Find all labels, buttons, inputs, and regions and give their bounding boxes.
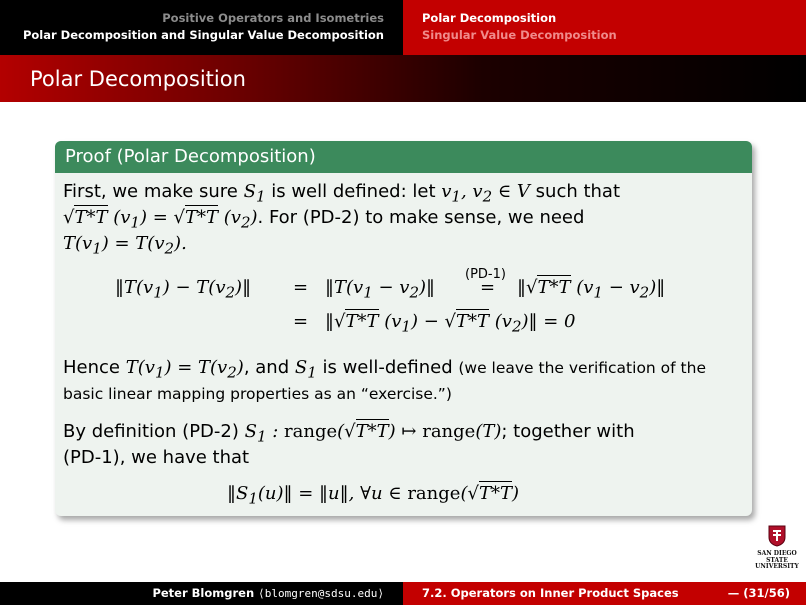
equation-line-2: ‖√T*T $(v_1) - √T*T$ $(v_2)‖ = 0$: [325, 311, 576, 336]
text-fragment: (PD-1), we have that: [63, 447, 250, 468]
logo-line2: UNIVERSITY: [755, 563, 799, 570]
text-fragment: Hence: [63, 357, 120, 378]
math-tv1-equals-tv2-2: $T(v_1) = T(v_2)$: [125, 357, 244, 382]
math-sqrt-equality: √T*T $(v_1) = √T*T$ $(v_2)$: [63, 207, 258, 232]
sdsu-logo: [752, 525, 802, 570]
math-s1: $S_1$: [243, 181, 266, 206]
text-fragment: is well defined: let: [271, 181, 436, 202]
proof-paragraph-1-line3: [63, 233, 187, 258]
equation-line-1-final: ‖√T*T ($v_1$ − $v_2)‖$: [517, 277, 666, 302]
footer-left: [0, 582, 403, 605]
proof-block-title: Proof (Polar Decomposition): [55, 141, 752, 173]
author-email[interactable]: ⟨blomgren@sdsu.edu⟩: [258, 587, 384, 600]
proof-paragraph-hence: [63, 357, 706, 382]
page-title: Polar Decomposition: [30, 67, 246, 91]
text-fragment: (we leave the verification of the: [458, 359, 706, 377]
text-fragment: First, we make sure: [63, 181, 238, 202]
footer-page-number: — (31/56): [727, 586, 790, 600]
math-v1-v2-in-V: $v_1$, $v_2$ ∈ V: [441, 181, 530, 206]
equation-equals-2: =: [293, 311, 309, 332]
text-fragment: ; together with: [501, 421, 635, 442]
proof-paragraph-hence-line2: [63, 385, 452, 403]
proof-paragraph-1-line2: [63, 207, 584, 232]
text-fragment: . For (PD-2) to make sense, we need: [257, 207, 585, 228]
equation-final: $‖S_1(u)‖$ = ‖u‖, ∀u ∈ range(√T*T): [227, 483, 519, 508]
author-name: Peter Blomgren: [152, 586, 255, 600]
proof-paragraph-1: [63, 181, 620, 206]
proof-block: [55, 141, 752, 516]
logo-line1: SAN DIEGO STATE: [757, 550, 797, 564]
footer-author: [152, 586, 384, 600]
frame-title-bar: [0, 55, 806, 102]
top-navigation-bar: [0, 0, 806, 55]
text-fragment: is well-defined: [322, 357, 453, 378]
math-tv1-equals-tv2: $T(v_1) = T(v_2)$.: [63, 233, 187, 258]
equation-equals-pd1: =: [480, 277, 496, 298]
text-fragment: basic linear mapping properties as an “exercise.”): [63, 385, 452, 403]
nav-link-polar-decomposition[interactable]: Polar Decomposition: [422, 11, 557, 25]
proof-paragraph-bydef-line2: [63, 447, 249, 468]
equation-equals-1: =: [293, 277, 309, 298]
footer-bar: [0, 582, 806, 605]
math-s1-mapping: $S_1$ : range(√T*T) ↦ range(T): [244, 421, 502, 446]
math-s1: $S_1$: [294, 357, 317, 382]
sdsu-shield-icon: [768, 525, 786, 547]
equation-line-1: $‖T(v_1)$ − $T(v_2)‖$: [115, 277, 252, 302]
text-fragment: , and: [243, 357, 290, 378]
footer-section-title[interactable]: 7.2. Operators on Inner Product Spaces: [422, 586, 679, 600]
text-fragment: By definition (PD-2): [63, 421, 239, 442]
equation-line-1-rhs: $‖T(v_1$ − $v_2)‖$: [325, 277, 436, 302]
nav-link-singular-value-decomposition[interactable]: Singular Value Decomposition: [422, 28, 617, 42]
footer-right: [403, 582, 806, 605]
nav-right-panel: [403, 0, 806, 55]
nav-left-panel: [0, 0, 403, 55]
nav-link-polar-svd-section[interactable]: Polar Decomposition and Singular Value Decomposition: [22, 28, 384, 42]
nav-link-positive-operators[interactable]: Positive Operators and Isometries: [162, 11, 384, 25]
proof-paragraph-bydef: [63, 421, 635, 446]
pd1-label: (PD-1): [465, 267, 506, 282]
text-fragment: such that: [535, 181, 621, 202]
